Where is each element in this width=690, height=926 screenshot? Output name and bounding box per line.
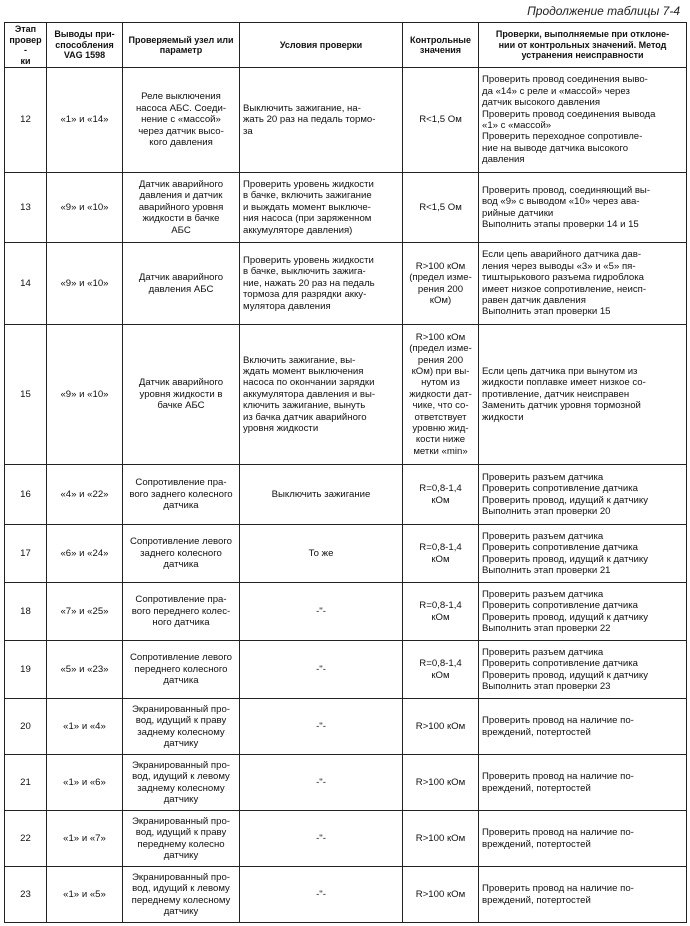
conditions-cell: -"- xyxy=(240,811,403,867)
col-header-step: Этап провер- ки xyxy=(5,23,47,68)
pins-cell: «9» и «10» xyxy=(47,243,123,325)
value-cell: R>100 кОм (предел изме- рения 200 кОм) xyxy=(403,243,479,325)
action-cell: Проверить провод на наличие по- вреждений, потертостей xyxy=(479,755,687,811)
action-cell: Проверить провод на наличие по- вреждений, потертостей xyxy=(479,699,687,755)
table-row xyxy=(5,465,687,525)
action-cell: Проверить провод, соединяющий вы- вод «9» с выводом «10» через ава- рийные датчики Выполнить этапы проверки 14 и 15 xyxy=(479,173,687,243)
col-header-pins: Выводы при- способления VAG 1598 xyxy=(47,23,123,68)
table-header-row xyxy=(5,23,687,68)
conditions-cell: Проверить уровень жидкости в бачке, выключить зажига- ние, нажать 20 раз на педаль тормоза для разрядки акку- мулятора давления xyxy=(240,243,403,325)
col-header-values: Контрольные значения xyxy=(403,23,479,68)
value-cell: R<1,5 Ом xyxy=(403,68,479,173)
step-cell: 17 xyxy=(5,525,47,583)
pins-cell: «1» и «4» xyxy=(47,699,123,755)
step-cell: 22 xyxy=(5,811,47,867)
table-row xyxy=(5,641,687,699)
step-cell: 13 xyxy=(5,173,47,243)
table-row xyxy=(5,68,687,173)
conditions-cell: Выключить зажигание xyxy=(240,465,403,525)
pins-cell: «1» и «5» xyxy=(47,867,123,923)
conditions-cell: Выключить зажигание, на- жать 20 раз на педаль тормо- за xyxy=(240,68,403,173)
pins-cell: «1» и «14» xyxy=(47,68,123,173)
value-cell: R>100 кОм xyxy=(403,699,479,755)
conditions-cell: -"- xyxy=(240,867,403,923)
col-header-conditions: Условия проверки xyxy=(240,23,403,68)
table-row xyxy=(5,525,687,583)
step-cell: 20 xyxy=(5,699,47,755)
pins-cell: «7» и «25» xyxy=(47,583,123,641)
col-header-actions: Проверки, выполняемые при отклоне- нии от контрольных значений. Метод устранения неисправности xyxy=(479,23,687,68)
col-header-node: Проверяемый узел или параметр xyxy=(123,23,240,68)
table-row xyxy=(5,867,687,923)
value-cell: R>100 кОм (предел изме- рения 200 кОм) при вы- нутом из жидкости дат- чике, что со- ответствует уровню жид- кости ниже метки «min» xyxy=(403,325,479,465)
pins-cell: «4» и «22» xyxy=(47,465,123,525)
table-row xyxy=(5,811,687,867)
node-cell: Экранированный про- вод, идущий к праву заднему колесному датчику xyxy=(123,699,240,755)
pins-cell: «9» и «10» xyxy=(47,325,123,465)
value-cell: R=0,8-1,4 кОм xyxy=(403,583,479,641)
pins-cell: «1» и «6» xyxy=(47,755,123,811)
action-cell: Проверить провод соединения выво- да «14» с реле и «массой» через датчик высокого давления Проверить провод соединения вывода «1» с «массой» Проверить переходное сопротивле- ние на выводе датчика высокого давления xyxy=(479,68,687,173)
action-cell: Проверить разъем датчика Проверить сопротивление датчика Проверить провод, идущий к датчику Выполнить этап проверки 23 xyxy=(479,641,687,699)
diagnostic-table xyxy=(4,22,687,923)
table-row xyxy=(5,325,687,465)
node-cell: Реле выключения насоса АБС. Соеди- нение с «массой» через датчик высо- кого давления xyxy=(123,68,240,173)
node-cell: Экранированный про- вод, идущий к левому заднему колесному датчику xyxy=(123,755,240,811)
step-cell: 14 xyxy=(5,243,47,325)
action-cell: Проверить разъем датчика Проверить сопротивление датчика Проверить провод, идущий к датчику Выполнить этап проверки 22 xyxy=(479,583,687,641)
step-cell: 23 xyxy=(5,867,47,923)
action-cell: Если цепь датчика при вынутом из жидкости поплавке имеет низкое со- противление, датчик неисправен Заменить датчик уровня тормозной жидкости xyxy=(479,325,687,465)
node-cell: Сопротивление пра- вого переднего колес- ного датчика xyxy=(123,583,240,641)
conditions-cell: -"- xyxy=(240,583,403,641)
pins-cell: «1» и «7» xyxy=(47,811,123,867)
action-cell: Проверить провод на наличие по- вреждений, потертостей xyxy=(479,811,687,867)
step-cell: 18 xyxy=(5,583,47,641)
table-row xyxy=(5,699,687,755)
node-cell: Датчик аварийного давления и датчик аварийного уровня жидкости в бачке АБС xyxy=(123,173,240,243)
pins-cell: «5» и «23» xyxy=(47,641,123,699)
node-cell: Датчик аварийного давления АБС xyxy=(123,243,240,325)
page-header: Продолжение таблицы 7-4 xyxy=(527,4,680,18)
value-cell: R>100 кОм xyxy=(403,811,479,867)
table-row xyxy=(5,755,687,811)
action-cell: Если цепь аварийного датчика дав- ления через выводы «3» и «5» пя- тиштырькового разъема гидроблока имеет низкое сопротивление, неисп- равен датчик давления Выполнить этап проверки 15 xyxy=(479,243,687,325)
value-cell: R<1,5 Ом xyxy=(403,173,479,243)
node-cell: Экранированный про- вод, идущий к праву переднему колесно датчику xyxy=(123,811,240,867)
action-cell: Проверить разъем датчика Проверить сопротивление датчика Проверить провод, идущий к датчику Выполнить этап проверки 20 xyxy=(479,465,687,525)
action-cell: Проверить провод на наличие по- вреждений, потертостей xyxy=(479,867,687,923)
node-cell: Сопротивление левого переднего колесного датчика xyxy=(123,641,240,699)
value-cell: R=0,8-1,4 кОм xyxy=(403,525,479,583)
pins-cell: «6» и «24» xyxy=(47,525,123,583)
value-cell: R>100 кОм xyxy=(403,867,479,923)
node-cell: Экранированный про- вод, идущий к левому переднему колесному датчику xyxy=(123,867,240,923)
conditions-cell: -"- xyxy=(240,755,403,811)
node-cell: Сопротивление левого заднего колесного датчика xyxy=(123,525,240,583)
pins-cell: «9» и «10» xyxy=(47,173,123,243)
conditions-cell: То же xyxy=(240,525,403,583)
step-cell: 12 xyxy=(5,68,47,173)
step-cell: 19 xyxy=(5,641,47,699)
step-cell: 16 xyxy=(5,465,47,525)
value-cell: R=0,8-1,4 кОм xyxy=(403,465,479,525)
conditions-cell: Включить зажигание, вы- ждать момент выключения насоса по окончании зарядки аккумулятора давления и вы- ключить зажигание, вынуть из бачка датчик аварийного уровня жидкости xyxy=(240,325,403,465)
step-cell: 21 xyxy=(5,755,47,811)
node-cell: Сопротивление пра- вого заднего колесного датчика xyxy=(123,465,240,525)
conditions-cell: -"- xyxy=(240,641,403,699)
conditions-cell: Проверить уровень жидкости в бачке, включить зажигание и выждать момент выключе- ния насоса (при заряженном аккумуляторе давления) xyxy=(240,173,403,243)
value-cell: R=0,8-1,4 кОм xyxy=(403,641,479,699)
table-row xyxy=(5,583,687,641)
table-row xyxy=(5,173,687,243)
table-row xyxy=(5,243,687,325)
step-cell: 15 xyxy=(5,325,47,465)
value-cell: R>100 кОм xyxy=(403,755,479,811)
action-cell: Проверить разъем датчика Проверить сопротивление датчика Проверить провод, идущий к датчику Выполнить этап проверки 21 xyxy=(479,525,687,583)
conditions-cell: -"- xyxy=(240,699,403,755)
node-cell: Датчик аварийного уровня жидкости в бачке АБС xyxy=(123,325,240,465)
